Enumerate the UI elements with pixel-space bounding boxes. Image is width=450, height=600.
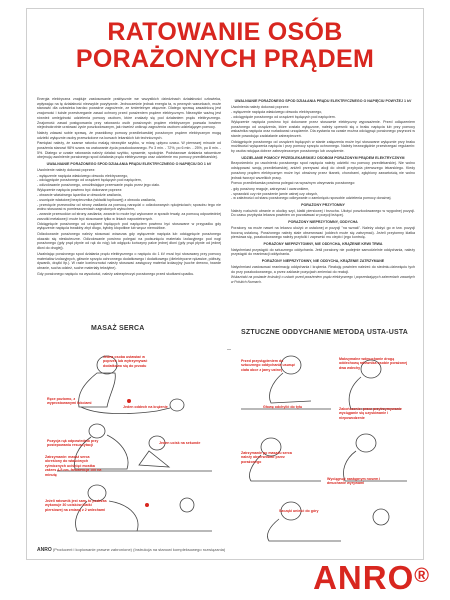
- footer-logo: ANRO: [37, 547, 52, 553]
- cpr-section-title: MASAŻ SERCA: [91, 325, 145, 332]
- callout-nose: Wyciągnąć następnym nosem i dmuchanie wyrywami: [327, 477, 381, 486]
- section-heading: UDZIELANIE POMOCY PRZEDLEKARSKIEJ OSOBOM PORAŻONYM PRĄDEM ELEKTRYCZNYM: [241, 155, 405, 160]
- paragraph: - wyłączenie napięcia właściwego obwodu elektrycznego,: [37, 173, 129, 178]
- paragraph: - przecięcie przewodów od strony zasilania za pomocą narzędzi o odizolowanych rękojeściach; sposobu tego nie wolno stosować w pomieszczeniach zagrożonych wybuchem,: [37, 202, 221, 212]
- callout-one-breath: Jeden oddech na krążenie: [123, 405, 168, 409]
- paragraph: - zwarcie przewodów od strony zasilania; zwarcie to może być wykonane w sposób trwały, za pomocą odpowiedniej zarzutki metalowej i może być stosowane tylko w liniach napowietrznych.: [37, 212, 221, 221]
- paragraph: Pomoc przedlekarska powinna polegać na wyraźnym utrzymaniu porażonego:: [231, 181, 356, 186]
- right-text-column: [231, 97, 415, 286]
- paragraph: - gdy porażony reaguje, zatrzymać i uwarunkiem,: [231, 186, 310, 191]
- paragraph: - odciągnięcie porażonego od urządzeń będących pod napięciem.: [231, 115, 336, 120]
- paragraph: Odizolowanie porażonego należy stosować wówczas gdy wyłączenie napięcia lub odciągnięcie porażonego okazało się nieskuteczne. Odizolowanie powinno polegać na podsunięciu materiału izolacyjnego pod nogi porażonego (gdy prąd płynie od rąk do nóg) lub odgięciu kończyny palce jednej dłoni (gdy prąd płynie od jednej dłoni do drugiej).: [37, 231, 221, 251]
- callout-two-breaths: Maksymalne wdmuchanie drogą oddechową ratownika osobie porażonej dwa wdechy: [339, 357, 408, 370]
- section-heading: PORAŻONY NIEPRZYTOMNY, NIE ODDYCHA, KRĄŻENIE KRWI TRWA: [263, 241, 383, 246]
- title-line-2: PORAŻONYCH PRĄDEM: [75, 45, 375, 73]
- paragraph: Odciągnięcie porażonego od urządzeń będących w stanie załączenia może być stosowane wyłącznie przy braku możliwości wyłączenia napięcia i przy pomocy sprzętu ochronnego. Należy bezwzględnie przestrzegać regulamin: by osoba ratująca dobrze zabezpieczonym porażonego lub urządzenie.: [231, 139, 415, 154]
- section-heading: UWALNIANIE PORAŻONEGO SPOD DZIAŁANIA PRĄDU ELEKTRYCZNEGO O NAPIĘCIU DO 1 kV: [46, 162, 212, 167]
- paragraph: - wyłączenie napięcia właściwego obwodu elektrycznego,: [231, 110, 323, 115]
- footer-text: (Producent i kopiowanie prawne zabronione) (Instrukcja na stanowi kompleksowego rozwiązania): [52, 547, 226, 552]
- poster-title: [27, 19, 423, 73]
- callout-clear-airway: Przed przystąpieniem do sztucznego oddychania usunąć ciała obce z jamy ustnej: [241, 359, 296, 372]
- paragraph: Wyłączenie napięcia powinno być dokonane przez stosownie elektryczny wyposażenie. Przed odłączeniem porażonego od urządzenia, które zostało wyłączone, należy upewnić się o braku napięcia lub przy pomocy wskaźnika napięcia oraz rozładować urządzenie. Dla zystania na czasie można odciągnąć porażonego przyrzoni w stanie powodując zadziałanie zabezpieczeń.: [231, 119, 415, 138]
- poster: [26, 8, 424, 560]
- callout-observe: Zatrzymanie po masażu serca należy obserwować przez porażonego: [241, 451, 292, 464]
- paragraph: Gdy porażonego napięciu na wysokości, należy zabezpieczyć porażonego przed skutkami upadku.: [37, 271, 195, 276]
- paragraph: Uwalniając porażonego spod działania prądu elektrycznego o napięciu do 1 kV musi być stosowany przy pomocy materiałów izolacyjnych, głównie sprzętu ochronnego dodatkowego i dodatkowego (dielektryczne rękawice, półbuty, dywanik, drążki itp.). W razie konieczności należy stosować zastępczy materiał izolacyjny (suche drewno, twarde ubranie, sucha odzież, suche materiały tekstylne).: [37, 251, 221, 270]
- section-heading: PORAŻONY NIEPRZYTOMNY, ODDYCHA: [288, 220, 358, 225]
- paragraph: Wskazówki na postawie Instrukcji o ustach przed porażeniem prądu elektrycznego i poprzedzających zaleceniach zawartych w Polskich Normach.: [231, 275, 415, 284]
- paragraph: Wyłączenie napięcia powinno być dokonane poprzez:: [37, 187, 123, 192]
- paragraph: Uwolnienia należy dokonać poprzez:: [231, 104, 290, 109]
- section-heading: PORAŻONY NIEPRZYTOMNY, NIE ODDYCHA, KRĄŻENIE ZATRZYMANE: [261, 259, 385, 264]
- paragraph: - odizolowanie porażonego, umożliwiające przerwanie prądu przez jego ciało.: [37, 182, 161, 187]
- callout-hand-position: Pozycja rąk odpowiednio przy postepowaniu resuscytacji: [47, 439, 99, 448]
- paragraph: - sprawdzić czy nie porażenie jamie ustnej czy obcych,: [231, 191, 319, 196]
- callout-cpr-position: Jedna osoba ustawiać w poprzek lub wytrzymywać dodatkowo się do przodu: [103, 355, 148, 368]
- left-text-column: [37, 97, 221, 277]
- brand-logo: [313, 560, 430, 596]
- poster-footer: [37, 547, 413, 553]
- paragraph: - odciągnięcie porażonego od urządzeń będących pod napięciem,: [37, 178, 142, 183]
- callout-one-per-second: Jeden ucisk na sekunde: [159, 441, 201, 445]
- section-heading: PORAŻONY PRZYTOMNY: [301, 203, 345, 208]
- paragraph: Natychmiast przystąpić do sztucznego oddychania. Jeśli porażony nie podejmie samodzielnie oddychania, należy przystąpić do reanimacji oddychania.: [231, 247, 415, 257]
- paragraph: Należy rozluźnić ubranie w okolicy szyi, klatki piersiowej i brzucha. Ułożyć poszkodowanego w wygodnej pozycji. Do czasu przybycia lekarza powinien on pozostawać w pozycji leżącej.: [231, 208, 415, 218]
- paragraph: - w zależności od stanu porażonego odkrywanie o zamknięciu sposobie udzielenia pomocy doraźnej.: [231, 196, 392, 201]
- paragraph: Pamiętać należy, że szanse ratunku malają niezwykle szybko, w miarę upływu czasu. W pierwszej minucie od porażenia stanowi 98% szans na uratowanie życia poszkodowanego. Po 3 min. - 72%, po 6 min. - 25%, po 8 min. - 5%. Dlatego w czasie ratowania należy działać szybko, sprawnie, spokojnie. Podstawowe działania ratownicze obejmują uwolnienie porażonego spod działania prądu elektrycznego oraz udzielenie mu pomocy przedlekarskiej.: [37, 141, 221, 160]
- paragraph: Bezpośrednio po uwolnieniu porażonego spod napięcia należy udzielić mu pomocy przedlekarskiej. Nie wolno odstępować swoją przedlekarskiej, aniżeli przerywać akcji do chwili przybycia pierwszego lekarskiego. Kiedy porażony prądem elektrycznym może być obrażony przez tkanek, chorobami, zgłębiony zawartością nie wolno jednak tworzyć wszelkich pracy.: [231, 161, 415, 180]
- breathing-section-title: SZTUCZNE ODDYCHANIE METODĄ USTA-USTA: [241, 329, 409, 336]
- paragraph: Porażony na może nawet na lekarzu ułożyć w ustalonej w pozycji "na wznak". Należy ułożyć go w tzw. pozycji boczną ustaloną. Porażonego należy stale obserwować (oddech może się zatrzymać). Jeżeli przytomny klatka piersiowa się, poszkodowanego należy przytulić i zapewnić mu ciepło i jego kontrolę.: [231, 225, 415, 240]
- paragraph: Natychmiast zastosować reanimację oddychania i krążenia. Reakcję powinien należeć do siedmiu-dziewięciu tych do przy poszkodowanego, a przez zaklasie pozycjach zmieniać do reakcji.: [231, 264, 415, 274]
- title-line-1: RATOWANIE OSÓB: [107, 18, 343, 46]
- paragraph: Uwolnienie należy dokonać poprzez:: [37, 167, 96, 172]
- registered-mark: ®: [414, 565, 430, 587]
- callout-tilt-head: Głowę odchylić do tyłu: [263, 405, 303, 409]
- paragraph: Energia elektryczna znajduje zastosowanie praktycznie we wszystkich dziedzinach działalności człowieka, wpływając na tę działalność niezwykle pozytywnie. Jednocześnie jednak energia ta, w pewnych warunkach, może stanowić dla człowieka bardzo poważne zagrożenie, ze śmiertelnym włącznie. Dlatego sprawą zasadniczą jest znajomość i ścisłe przestrzeganie zasad ochrony przed porażeniem prądem elektrycznym. Niezwykle ważną jest również umiejętność udzielenia pomocy osobom, które znalazły się pod działaniem prądu elektrycznego. Znajomość zasad postępowania przy ratowaniu osób porażonych prądem elektrycznym pozwala bowiem niejednokrotnie uratować życie poszkodowanym, jak również uniknąć zagrożenia osobom udzielającym pomocy.: [37, 97, 221, 130]
- paragraph: Należy zdawać sobie sprawę, że prawidłowy pomocy przedlekarskiej porażonym prądem elektrycznym mogą udzielić wyłącznie osoby przeszkolone na kursach lekarskich lub technicznych.: [37, 130, 221, 140]
- brand-name: ANRO: [313, 559, 415, 596]
- callout-lift-jaw: Szczęki unieść do góry: [279, 509, 319, 513]
- callout-compression-depth: Zatrzymanie: masaż serca określony do właściwych rytmicznych uciśnięć mostka zakres 4-5 cm, frekwencja 100 na minutę: [45, 455, 102, 477]
- section-heading: UWALNIANIE PORAŻONEGO SPOD DZIAŁANIA PRĄDU ELEKTRYCZNEGO O NAPIĘCIU POWYŻEJ 1 kV: [234, 99, 412, 103]
- paragraph: - usunięcie właściwej bezpiecznika (wkładki topikowej) z obwodu zasilania,: [37, 198, 156, 203]
- callout-straight-arms: Ręce poziomo, z wyprostowanymi łokciami: [47, 397, 92, 406]
- callout-solo-rescuer: Jeżeli ratownik jest sam, to podczas wykonuje 30 ucisków klatki piersiowej na zmianę z 2 wdechami: [45, 499, 107, 512]
- paragraph: Odciągnięcie porażonego od urządzeń będących pod napięciem powinno być stosowane w przypadku gdy wyłączenie napięcia trwałoby zbyt długo, byłoby kłopotliwe lub wręcz niemożliwe.: [37, 221, 221, 231]
- paragraph: - otwarcie właściwego łącznika w obwodzie zasilania,: [37, 193, 122, 198]
- callout-finish: Zakończenie: przez przytrzymywanie wyciąganie się uzyskiwanie i niepowodzenie: [339, 407, 402, 420]
